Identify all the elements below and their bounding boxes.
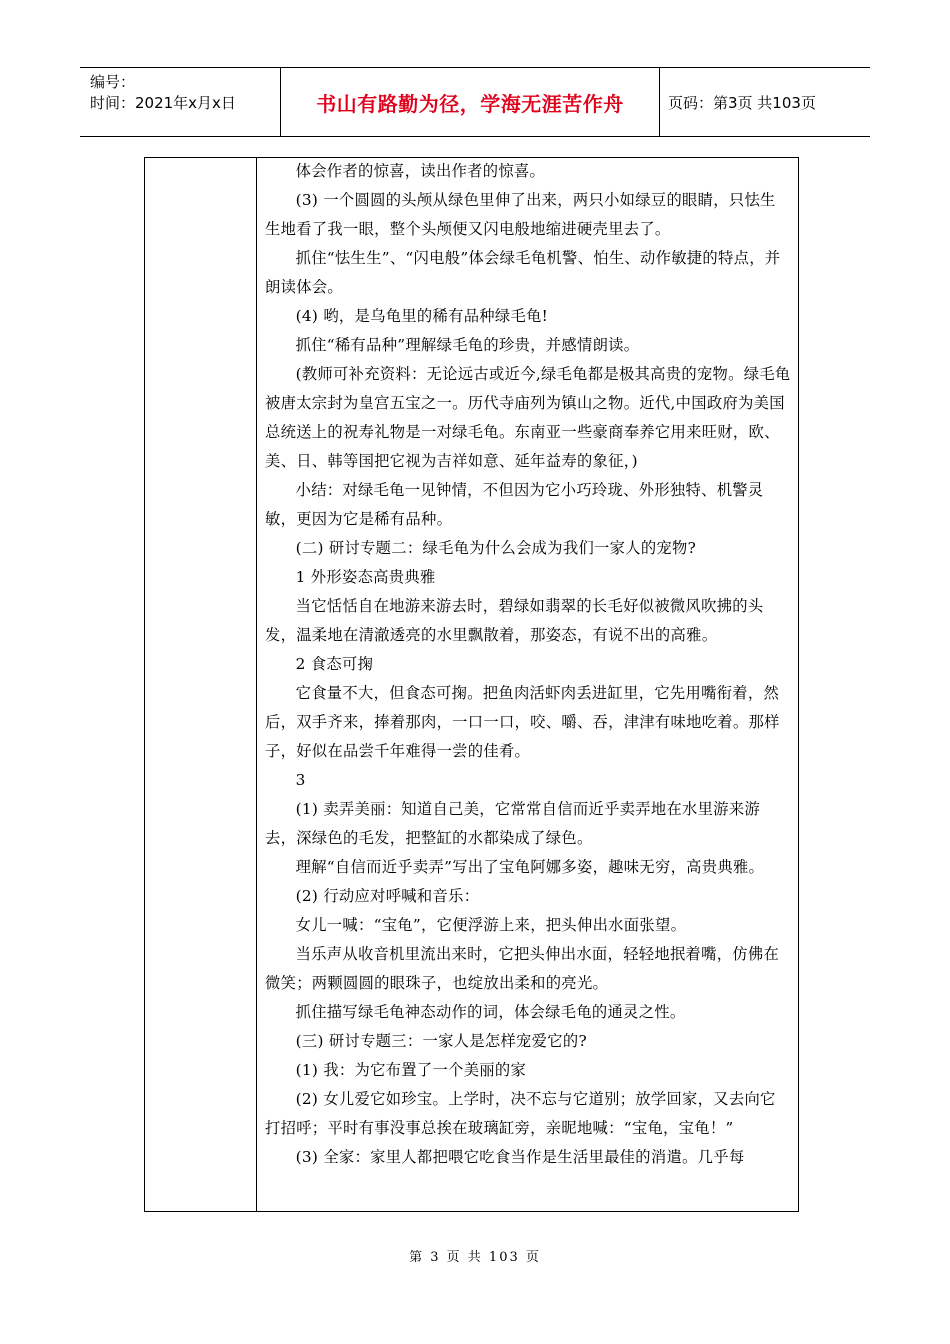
paragraph: 理解“自信而近乎卖弄”写出了宝龟阿娜多姿，趣味无穷，高贵典雅。	[295, 858, 765, 876]
paragraph: 小结：对绿毛龟一见钟情，不但因为它小巧玲珑、外形独特、机警灵敏，更因为它是稀有品种。	[265, 481, 764, 528]
paragraph: (4) 哟，是乌龟里的稀有品种绿毛龟!	[295, 307, 549, 325]
paragraph: (2) 女儿爱它如珍宝。上学时，决不忘与它道别；放学回家，又去向它打招呼；平时有事没事总挨在玻璃缸旁，亲昵地喊：“宝龟，宝龟！”	[265, 1090, 776, 1137]
content-table	[144, 157, 799, 1212]
paragraph: (3) 全家：家里人都把喂它吃食当作是生活里最佳的消遣。几乎每	[295, 1148, 745, 1166]
paragraph: 2 食态可掬	[295, 655, 374, 673]
header-page-label: 页码：第3页 共103页	[668, 93, 816, 112]
table-right-column	[265, 158, 791, 1211]
paragraph: 1 外形姿态高贵典雅	[295, 568, 436, 586]
paragraph: 抓住“稀有品种”理解绿毛龟的珍贵，并感情朗读。	[295, 336, 640, 354]
paragraph: (二) 研讨专题二：绿毛龟为什么会成为我们一家人的宠物?	[295, 539, 697, 557]
paragraph: 当乐声从收音机里流出来时，它把头伸出水面，轻轻地抿着嘴，仿佛在微笑；两颗圆圆的眼珠子，也绽放出柔和的亮光。	[265, 945, 780, 992]
motto-text: 书山有路勤为径，学海无涯苦作舟	[316, 91, 624, 116]
paragraph: 女儿一喊：“宝龟”，它便浮游上来，把头伸出水面张望。	[295, 916, 687, 934]
header-meta-cell	[80, 68, 281, 136]
paragraph: (教师可补充资料：无论远古或近今,绿毛龟都是极其高贵的宠物。绿毛龟被唐太宗封为皇宫五宝之一。历代寺庙列为镇山之物。近代,中国政府为美国总统送上的祝寿礼物是一对绿毛龟。东南亚一些豪商奉养它用来旺财，欧、美、日、韩等国把它视为吉祥如意、延年益寿的象征，)	[265, 365, 791, 470]
paragraph: (2) 行动应对呼喊和音乐：	[295, 887, 480, 905]
paragraph: (1) 我：为它布置了一个美丽的家	[295, 1061, 527, 1079]
paragraph: 体会作者的惊喜，读出作者的惊喜。	[295, 162, 546, 180]
paragraph: (三) 研讨专题三：一家人是怎样宠爱它的?	[295, 1032, 587, 1050]
paragraph: 抓住“怯生生”、“闪电般”体会绿毛龟机警、怕生、动作敏捷的特点，并朗读体会。	[265, 249, 781, 296]
document-time-label: 时间：2021年x月x日	[90, 94, 236, 112]
paragraph: 抓住描写绿毛龟神态动作的词，体会绿毛龟的通灵之性。	[295, 1003, 686, 1021]
document-number-label: 编号：	[90, 73, 136, 91]
table-left-column	[145, 158, 257, 1211]
page-header	[80, 67, 870, 137]
paragraph: 3	[295, 771, 306, 789]
page-footer	[0, 1246, 950, 1265]
footer-page-number: 第 3 页 共 103 页	[409, 1250, 541, 1265]
paragraph: (3) 一个圆圆的头颅从绿色里伸了出来，两只小如绿豆的眼睛，只怯生生地看了我一眼，整个头颅便又闪电般地缩进硬壳里去了。	[265, 191, 776, 238]
header-motto	[281, 68, 660, 136]
paragraph: 它食量不大，但食态可掬。把鱼肉活虾肉丢进缸里，它先用嘴衔着，然后，双手齐来，捧着那肉，一口一口，咬、嚼、吞，津津有味地吃着。那样子，好似在品尝千年难得一尝的佳肴。	[265, 684, 780, 760]
paragraph: (1) 卖弄美丽：知道自己美，它常常自信而近乎卖弄地在水里游来游去，深绿色的毛发，把整缸的水都染成了绿色。	[265, 800, 761, 847]
header-page-cell	[660, 68, 870, 136]
paragraph: 当它恬恬自在地游来游去时，碧绿如翡翠的长毛好似被微风吹拂的头发，温柔地在清澈透亮的水里飘散着，那姿态，有说不出的高雅。	[265, 597, 764, 644]
